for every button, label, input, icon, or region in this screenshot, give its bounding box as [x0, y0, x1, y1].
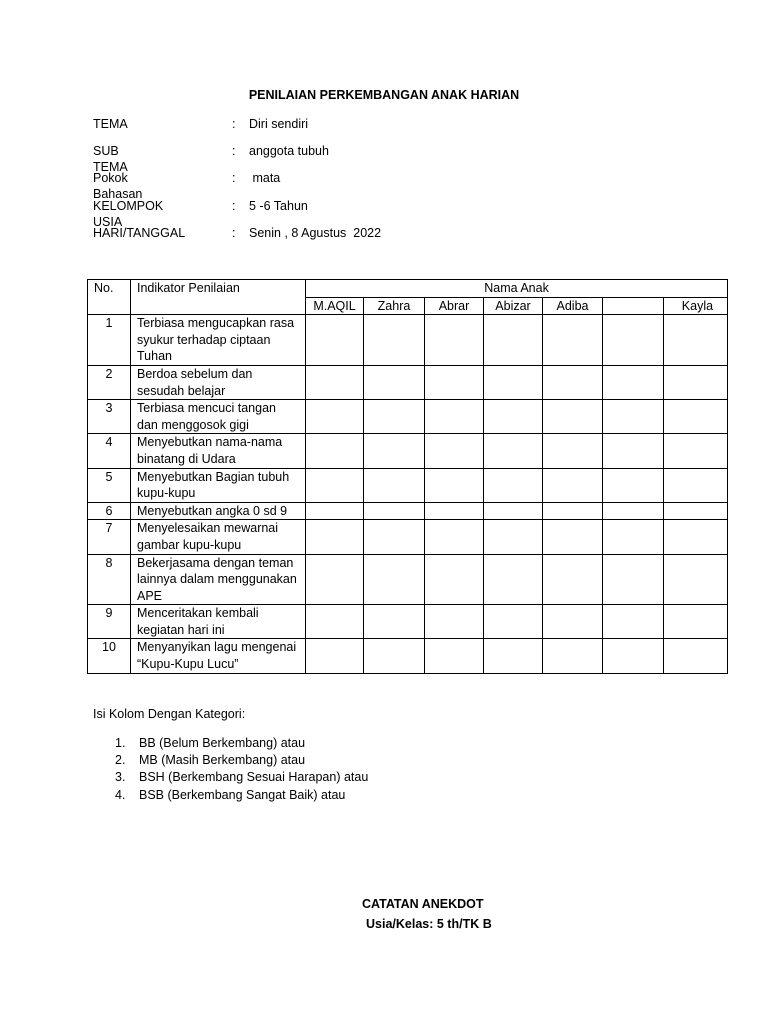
score-cell[interactable]	[306, 400, 364, 434]
legend-item	[115, 769, 368, 786]
header-child-name: Zahra	[364, 297, 425, 315]
score-cell[interactable]	[543, 365, 603, 399]
legend-number: 2.	[115, 753, 126, 768]
score-cell[interactable]	[484, 520, 543, 554]
score-cell[interactable]	[543, 502, 603, 520]
score-cell[interactable]	[543, 554, 603, 605]
legend-number: 1.	[115, 736, 126, 750]
score-cell[interactable]	[603, 468, 664, 502]
meta-colon: :	[232, 171, 236, 186]
score-cell[interactable]	[543, 400, 603, 434]
header-child-names: Nama Anak	[306, 280, 728, 298]
row-indicator: Terbiasa mengucapkan rasa syukur terhadap ciptaan Tuhan	[131, 315, 306, 366]
score-cell[interactable]	[603, 502, 664, 520]
meta-colon: :	[232, 117, 236, 131]
row-number: 7	[88, 520, 131, 554]
score-cell[interactable]	[664, 502, 728, 520]
row-number: 6	[88, 502, 131, 520]
row-number: 5	[88, 468, 131, 502]
header-child-name	[603, 297, 664, 315]
meta-value: mata	[249, 171, 281, 186]
row-indicator: Bekerjasama dengan teman lainnya dalam menggunakan APE	[131, 554, 306, 605]
score-cell[interactable]	[364, 365, 425, 399]
row-indicator: Menyelesaikan mewarnai gambar kupu-kupu	[131, 520, 306, 554]
score-cell[interactable]	[603, 434, 664, 468]
score-cell[interactable]	[543, 468, 603, 502]
document-title: PENILAIAN PERKEMBANGAN ANAK HARIAN	[248, 88, 520, 102]
header-child-name: Adiba	[543, 297, 603, 315]
score-cell[interactable]	[484, 502, 543, 520]
score-cell[interactable]	[364, 520, 425, 554]
score-cell[interactable]	[306, 434, 364, 468]
score-cell[interactable]	[603, 639, 664, 673]
score-cell[interactable]	[306, 639, 364, 673]
anecdote-footer	[0, 896, 768, 936]
legend-item	[115, 752, 368, 769]
table-row	[88, 520, 728, 554]
row-indicator: Terbiasa mencuci tangan dan menggosok gigi	[131, 400, 306, 434]
meta-key: Pokok Bahasan	[93, 171, 143, 202]
meta-value: Diri sendiri	[249, 117, 309, 131]
table-row	[88, 554, 728, 605]
score-cell[interactable]	[603, 605, 664, 639]
score-cell[interactable]	[543, 520, 603, 554]
score-cell[interactable]	[543, 434, 603, 468]
score-cell[interactable]	[484, 434, 543, 468]
score-cell[interactable]	[306, 365, 364, 399]
legend-item	[115, 787, 368, 804]
header-child-name: Kayla	[664, 297, 728, 315]
meta-colon: :	[232, 144, 236, 159]
header-no: No.	[88, 280, 131, 315]
row-number: 1	[88, 315, 131, 366]
legend-text: BB (Belum Berkembang) atau	[139, 736, 306, 750]
score-cell[interactable]	[543, 639, 603, 673]
row-number: 4	[88, 434, 131, 468]
score-cell[interactable]	[306, 468, 364, 502]
score-cell[interactable]	[425, 639, 484, 673]
score-cell[interactable]	[484, 639, 543, 673]
score-cell[interactable]	[664, 639, 728, 673]
anecdote-heading: CATATAN ANEKDOT	[362, 897, 484, 911]
header-child-name: M.AQIL	[306, 297, 364, 315]
score-cell[interactable]	[425, 520, 484, 554]
score-cell[interactable]	[484, 605, 543, 639]
header-child-name: Abizar	[484, 297, 543, 315]
assessment-table	[87, 279, 728, 674]
legend-text: BSH (Berkembang Sesuai Harapan) atau	[139, 770, 369, 785]
score-cell[interactable]	[484, 554, 543, 605]
score-cell[interactable]	[664, 365, 728, 399]
score-cell[interactable]	[364, 605, 425, 639]
score-cell[interactable]	[364, 400, 425, 434]
table-row	[88, 639, 728, 673]
score-cell[interactable]	[603, 554, 664, 605]
meta-value: 5 -6 Tahun	[249, 198, 308, 213]
meta-colon: :	[232, 198, 236, 213]
row-indicator: Menyebutkan angka 0 sd 9	[131, 502, 306, 520]
row-number: 9	[88, 605, 131, 639]
legend-number: 3.	[115, 770, 126, 785]
score-cell[interactable]	[425, 468, 484, 502]
meta-colon: :	[232, 225, 236, 240]
table-row	[88, 400, 728, 434]
score-cell[interactable]	[664, 605, 728, 639]
score-cell[interactable]	[364, 639, 425, 673]
row-indicator: Menyanyikan lagu mengenai “Kupu-Kupu Lucu”	[131, 639, 306, 673]
row-number: 2	[88, 365, 131, 399]
row-indicator: Menceritakan kembali kegiatan hari ini	[131, 605, 306, 639]
score-cell[interactable]	[425, 365, 484, 399]
header-child-name: Abrar	[425, 297, 484, 315]
score-cell[interactable]	[425, 502, 484, 520]
legend-intro: Isi Kolom Dengan Kategori:	[93, 707, 246, 721]
score-cell[interactable]	[484, 365, 543, 399]
header-indicator: Indikator Penilaian	[131, 280, 306, 315]
score-cell[interactable]	[364, 554, 425, 605]
meta-key: TEMA	[93, 117, 128, 131]
score-cell[interactable]	[425, 400, 484, 434]
legend-text: MB (Masih Berkembang) atau	[139, 753, 306, 768]
score-cell[interactable]	[664, 400, 728, 434]
table-row	[88, 502, 728, 520]
legend-text: BSB (Berkembang Sangat Baik) atau	[139, 787, 346, 802]
score-cell[interactable]	[484, 315, 543, 366]
meta-key: HARI/TANGGAL	[93, 225, 186, 240]
score-cell[interactable]	[306, 502, 364, 520]
meta-key: SUB TEMA	[93, 144, 128, 175]
score-cell[interactable]	[484, 400, 543, 434]
score-cell[interactable]	[425, 554, 484, 605]
row-number: 3	[88, 400, 131, 434]
row-number: 10	[88, 639, 131, 673]
meta-value: Senin , 8 Agustus 2022	[249, 225, 382, 240]
table-row	[88, 434, 728, 468]
score-cell[interactable]	[603, 315, 664, 366]
score-cell[interactable]	[603, 400, 664, 434]
row-number: 8	[88, 554, 131, 605]
score-cell[interactable]	[603, 365, 664, 399]
score-cell[interactable]	[306, 315, 364, 366]
score-cell[interactable]	[306, 520, 364, 554]
score-cell[interactable]	[664, 468, 728, 502]
score-cell[interactable]	[603, 520, 664, 554]
score-cell[interactable]	[425, 434, 484, 468]
legend-number: 4.	[115, 787, 126, 802]
meta-key: KELOMPOK USIA	[93, 198, 164, 229]
score-cell[interactable]	[664, 315, 728, 366]
table-header-row	[88, 280, 728, 298]
score-cell[interactable]	[425, 315, 484, 366]
table-row	[88, 365, 728, 399]
anecdote-subheading: Usia/Kelas: 5 th/TK B	[366, 917, 492, 931]
score-cell[interactable]	[543, 315, 603, 366]
score-cell[interactable]	[484, 468, 543, 502]
score-cell[interactable]	[664, 554, 728, 605]
row-indicator: Menyebutkan nama-nama binatang di Udara	[131, 434, 306, 468]
score-cell[interactable]	[664, 520, 728, 554]
table-row	[88, 468, 728, 502]
legend-item	[115, 735, 368, 752]
category-legend	[115, 735, 368, 804]
table-row	[88, 315, 728, 366]
meta-value: anggota tubuh	[249, 144, 329, 159]
score-cell[interactable]	[664, 434, 728, 468]
score-cell[interactable]	[364, 315, 425, 366]
score-cell[interactable]	[425, 605, 484, 639]
score-cell[interactable]	[543, 605, 603, 639]
table-row	[88, 605, 728, 639]
row-indicator: Berdoa sebelum dan sesudah belajar	[131, 365, 306, 399]
score-cell[interactable]	[364, 502, 425, 520]
score-cell[interactable]	[306, 554, 364, 605]
row-indicator: Menyebutkan Bagian tubuh kupu-kupu	[131, 468, 306, 502]
score-cell[interactable]	[364, 434, 425, 468]
score-cell[interactable]	[364, 468, 425, 502]
score-cell[interactable]	[306, 605, 364, 639]
